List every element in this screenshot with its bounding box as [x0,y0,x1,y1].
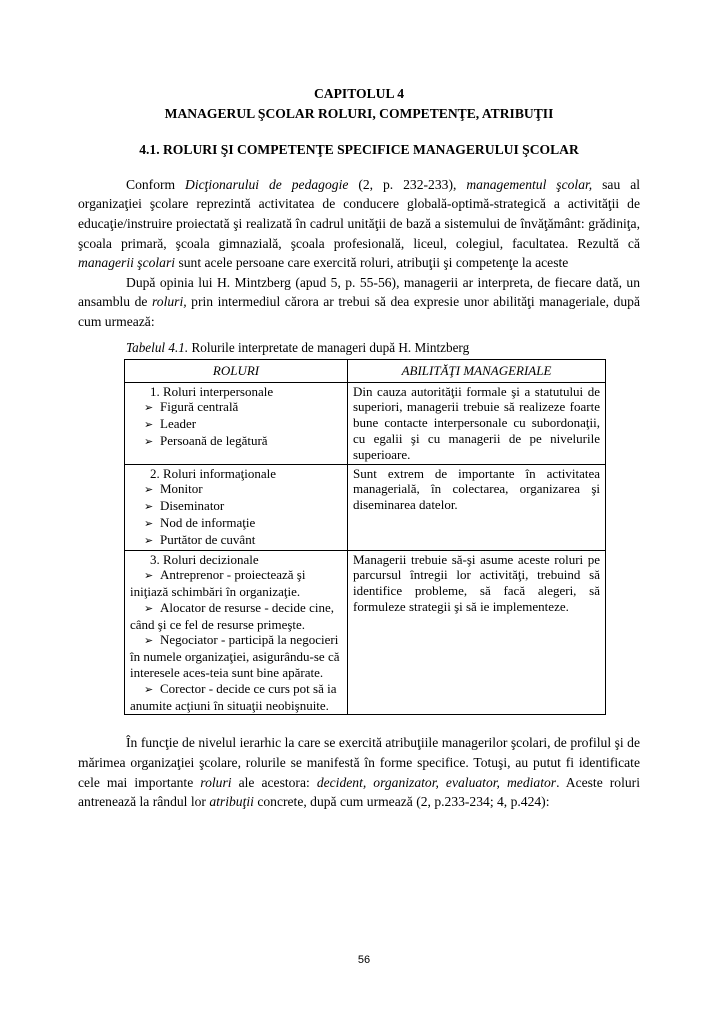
role-list [130,399,342,449]
emphasis: roluri [200,774,232,790]
roles-table [124,359,606,716]
role-list [130,481,342,548]
list-item: ➢ Purtător de cuvânt [144,532,342,549]
paragraph-3 [78,733,640,811]
column-header-roles: ROLURI [125,359,348,382]
text: concrete, după cum urmează (2, p.233-234; 4, p.424): [253,794,550,810]
emphasis: managerii şcolari [78,255,176,271]
list-item: ➢ Persoană de legătură [144,433,342,450]
text: sunt acele persoane care exercită roluri, atribuţii şi competenţe la aceste [175,255,569,271]
paragraph-1 [78,175,640,273]
text: ale acestora: [231,774,317,790]
role-category: 1. Roluri interpersonale [150,383,274,399]
table-row [125,464,606,550]
list-item: ➢ Antreprenor - proiectează şi iniţiază schimbări în organizaţie. [130,567,342,600]
text: sau al organizaţiei şcolare reprezintă activitatea de conducere globală-optimă-strategică a activităţii de educaţie/instruire proiectată şi realizată în cadrul unităţii de bază a sistemului de învăţământ: grădiniţa, şcoala primară, şcoala gimnazială, şcoala profesională, liceul, colegiul, facultatea. Rezultă că [78,176,641,251]
text: (2, p. 232-233), [348,176,467,192]
emphasis: atribuţii [209,794,254,810]
table-row [125,550,606,715]
roles-cell [125,382,348,464]
column-header-skills: ABILITĂŢI MANAGERIALE [348,359,606,382]
emphasis: decident, organizator, evaluator, mediator [316,774,557,790]
chapter-title: MANAGERUL ŞCOLAR ROLURI, COMPETENŢE, ATRIBUŢII [164,105,554,121]
roles-cell [125,550,348,715]
paragraph-2 [78,273,640,332]
page-number: 56 [357,954,371,966]
skills-cell: Managerii trebuie să-şi asume aceste roluri pe parcursul întregii lor activităţi, trebuind să identifice probleme, să facă alegeri, să formuleze strategii şi să ie implementeze. [348,550,606,715]
list-item: ➢ Figură centrală [144,399,342,416]
table-caption [78,339,640,357]
caption-text: Rolurile interpretate de manageri după H. Mintzberg [188,339,470,355]
skills-cell: Sunt extrem de importante în activitatea managerială, în colectarea, organizarea şi diseminarea datelor. [348,464,606,550]
list-item: ➢ Alocator de resurse - decide cine, când şi ce fel de resurse primeşte. [130,600,342,633]
text: . Aceste roluri antrenează la rândul lor [78,774,640,810]
chapter-label: CAPITOLUL 4 [313,86,405,101]
roles-cell [125,464,348,550]
section-title: 4.1. ROLURI ŞI COMPETENŢE SPECIFICE MANAGERULUI ŞCOLAR [139,142,579,158]
list-item: ➢ Negociator - participă la negocieri în numele organizaţiei, asigurându-se că interesele aces-teia sunt bine apărate. [130,632,342,680]
role-category: 3. Roluri decizionale [150,551,259,567]
emphasis: managementul şcolar, [466,176,593,192]
list-item: ➢ Corector - decide ce curs pot să ia anumite acţiuni în situaţii neobişnuite. [130,681,342,714]
emphasis: roluri, [152,294,187,310]
document-page [78,84,640,812]
text: prin intermediul cărora ar trebui să dea expresie unor abilităţi manageriale, după cum urmează: [78,294,640,329]
text: În funcţie de nivelul ierarhic la care se exercită atribuţiile managerilor şcolari, de profilul şi de mărimea organizaţiei şcolare, rolurile se manifestă în forme specifice. Totuşi, au putut fi identificate cele mai importante [78,735,640,790]
text: Conform [126,176,186,192]
role-category: 2. Roluri informaţionale [150,465,277,481]
list-item: ➢ Monitor [144,481,342,498]
list-item: ➢ Diseminator [144,498,342,515]
caption-label: Tabelul 4.1. [126,339,189,355]
table-row [125,382,606,464]
list-item: ➢ Nod de informaţie [144,515,342,532]
list-item: ➢ Leader [144,416,342,433]
text: După opinia lui H. Mintzberg (apud 5, p. 55-56), managerii ar interpreta, de fiecare dată, un ansamblu de [78,274,640,310]
skills-cell: Din cauza autorităţii formale şi a statutului de superiori, managerii trebuie să realizeze foarte bune contacte interpersonale cu subordonaţii, cu egalii şi cu managerii de pe nivelurile superioare. [348,382,606,464]
emphasis: Dicţionarului de pedagogie [185,176,349,192]
table-header-row [125,359,606,382]
